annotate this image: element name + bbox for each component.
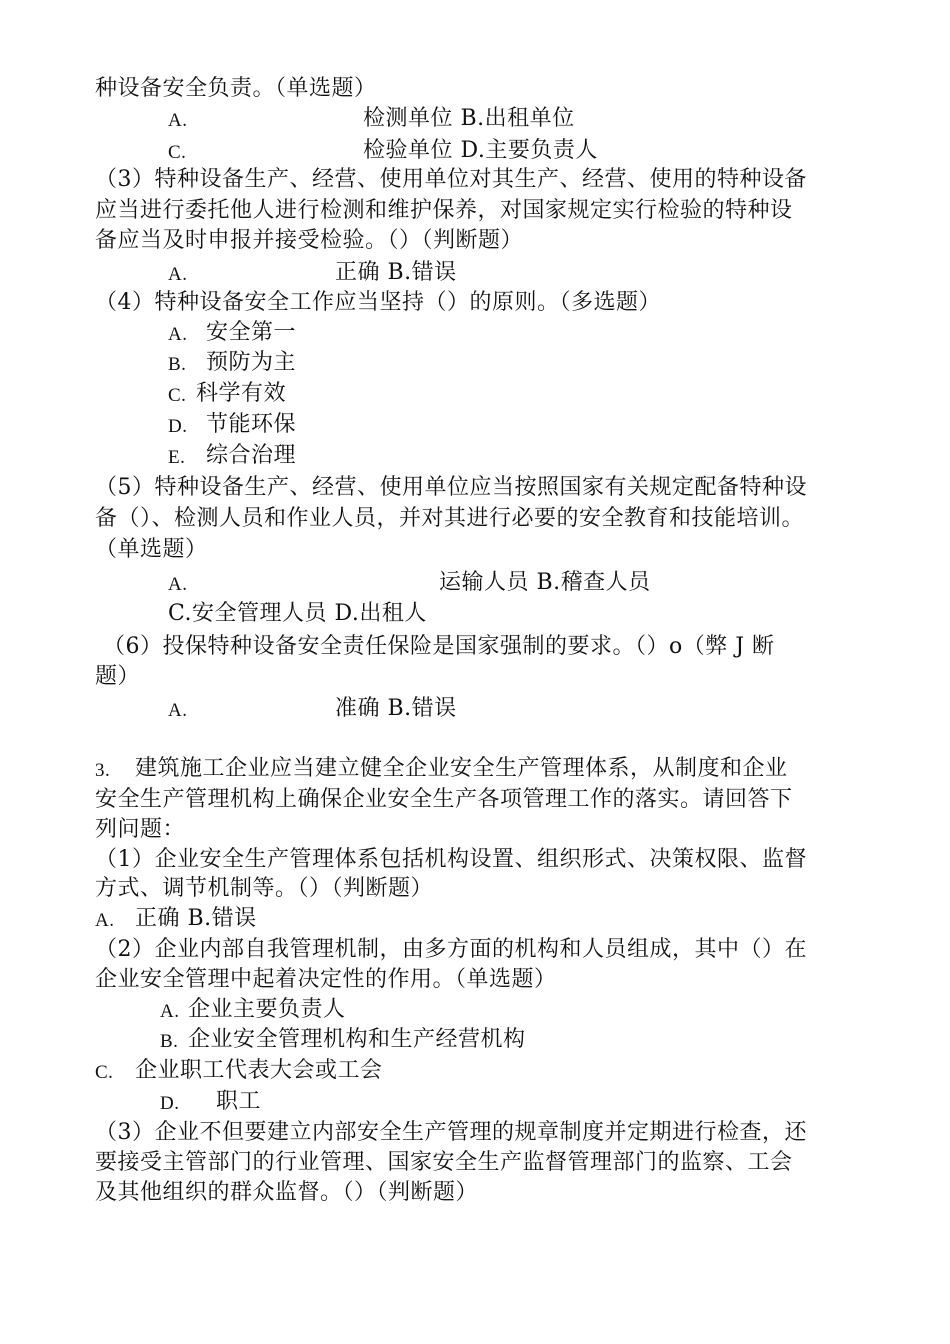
option-letter: A.	[168, 574, 188, 595]
option-text: 检验单位 D.主要负责人	[363, 138, 598, 163]
option-text: 企业职工代表大会或工会	[135, 1058, 383, 1083]
text-line: （4）特种设备安全工作应当坚持（）的原则。（多选题）	[95, 290, 661, 315]
option-letter: A.	[168, 700, 188, 721]
text-line: 安全生产管理机构上确保企业安全生产各项管理工作的落实。请回答下	[95, 787, 793, 812]
text-line: （1）企业安全生产管理体系包括机构设置、组织形式、决策权限、监督	[95, 847, 807, 872]
option-letter: C.	[168, 142, 187, 163]
text-line: （3）特种设备生产、经营、使用单位对其生产、经营、使用的特种设备	[95, 167, 807, 192]
question-number: 3.	[95, 760, 111, 781]
option-text: C.安全管理人员 D.出租人	[168, 601, 427, 626]
option-text: 节能环保	[206, 412, 297, 437]
option-text: 检测单位 B.出租单位	[363, 106, 575, 131]
option-letter: B.	[168, 354, 187, 375]
text-line: （5）特种设备生产、经营、使用单位应当按照国家有关规定配备特种设	[95, 475, 807, 500]
option-letter: A.	[168, 110, 188, 131]
option-text: 安全第一	[206, 320, 297, 345]
option-text: 预防为主	[206, 350, 297, 375]
text-line: 列问题：	[95, 817, 186, 842]
option-letter: C.	[168, 385, 187, 406]
option-text: 职工	[216, 1089, 262, 1114]
option-letter: A.	[160, 1001, 180, 1022]
option-text: 综合治理	[206, 443, 297, 468]
option-letter: A.	[168, 324, 188, 345]
option-text: 企业安全管理机构和生产经营机构	[188, 1027, 526, 1052]
option-letter: A.	[168, 264, 188, 285]
text-line: （3）企业不但要建立内部安全生产管理的规章制度并定期进行检查，还	[95, 1120, 807, 1145]
option-letter: D.	[168, 416, 188, 437]
option-text: 准确 B.错误	[335, 696, 457, 721]
text-line: （2）企业内部自我管理机制，由多方面的机构和人员组成，其中（）在	[95, 937, 807, 962]
text-line: 题）	[95, 664, 141, 689]
text-line: 备应当及时申报并接受检验。（）（判断题）	[95, 228, 524, 253]
text-line: 方式、调节机制等。（）（判断题）	[95, 876, 434, 901]
option-letter: B.	[160, 1031, 179, 1052]
option-letter: E.	[168, 447, 186, 468]
text-line: 及其他组织的群众监督。（）（判断题）	[95, 1180, 479, 1205]
option-text: 正确 B.错误	[335, 260, 457, 285]
text-line: 建筑施工企业应当建立健全企业安全生产管理体系，从制度和企业	[135, 756, 788, 781]
option-text: 正确 B.错误	[135, 906, 257, 931]
option-letter: C.	[95, 1062, 114, 1083]
option-text: 企业主要负责人	[188, 997, 346, 1022]
text-line: （6）投保特种设备安全责任保险是国家强制的要求。（）o（弊 J 断	[103, 634, 775, 659]
text-line: （单选题）	[95, 537, 208, 562]
text-line: 企业安全管理中起着决定性的作用。（单选题）	[95, 967, 557, 992]
option-text: 运输人员 B.稽查人员	[439, 570, 651, 595]
text-line: 备（）、检测人员和作业人员，并对其进行必要的安全教育和技能培训。	[95, 506, 805, 531]
text-line: 应当进行委托他人进行检测和维护保养，对国家规定实行检验的特种设	[95, 198, 793, 223]
option-letter: D.	[160, 1093, 180, 1114]
text-line: 要接受主管部门的行业管理、国家安全生产监督管理部门的监察、工会	[95, 1150, 793, 1175]
option-text: 科学有效	[196, 381, 287, 406]
option-letter: A.	[95, 910, 115, 931]
text-line: 种设备安全负责。（单选题）	[95, 76, 377, 101]
